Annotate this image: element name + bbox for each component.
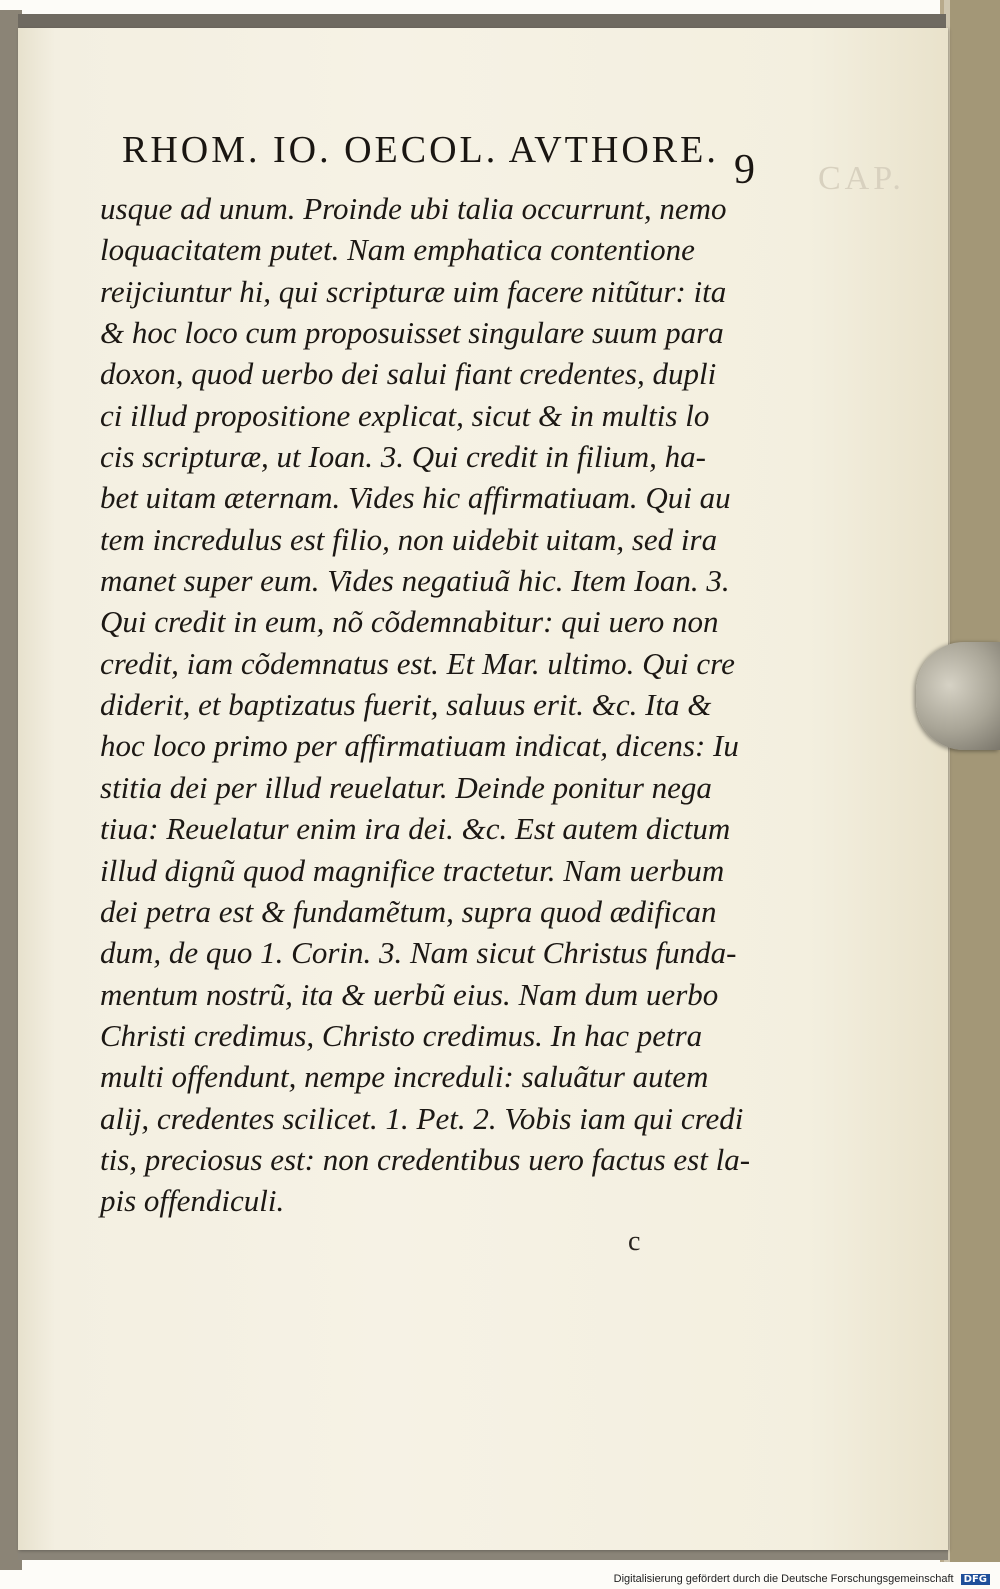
text-line: dum, de quo 1. Corin. 3. Nam sicut Christus funda- [100,935,737,971]
text-line: pis offendiculi. [100,1183,285,1219]
page-number: 9 [734,147,755,193]
text-line: usque ad unum. Proinde ubi talia occurrunt, nemo [100,191,727,226]
text-line: multi offendunt, nempe increduli: saluãtur autem [100,1059,709,1095]
text-line: tis, preciosus est: non credentibus uero factus est la- [100,1141,751,1177]
text-line: dei petra est & fundamẽtum, supra quod ædifican [100,893,717,929]
text-line: Christi credimus, Christo credimus. In hac petra [100,1017,703,1053]
text-line: alij, credentes scilicet. 1. Pet. 2. Vobis iam qui credi [100,1100,744,1136]
text-line: credit, iam cõdemnatus est. Et Mar. ultimo. Qui cre [100,645,735,681]
running-head: RHOM. IO. OECOL. AVTHORE. [122,129,719,171]
text-line: tiua: Reuelatur enim ira dei. &c. Est autem dictum [100,811,731,847]
digitization-credit [614,1573,990,1585]
body-text [100,188,751,1222]
text-line: manet super eum. Vides negatiuã hic. Item Ioan. 3. [100,563,730,599]
dfg-logo: DFG [961,1574,990,1585]
show-through-text: CAP. [818,160,905,197]
text-line: bet uitam æternam. Vides hic affirmatiuam. Qui au [100,480,731,516]
text-line: loquacitatem putet. Nam emphatica contentione [100,232,695,268]
text-line: cis scripturæ, ut Ioan. 3. Qui credit in filium, ha- [100,439,706,475]
text-line: reijciuntur hi, qui scripturæ uim facere nitũtur: ita [100,273,727,309]
text-line: diderit, et baptizatus fuerit, saluus erit. &c. Ita & [100,687,712,723]
text-line: doxon, quod uerbo dei salui fiant credentes, dupli [100,356,717,392]
text-line: stitia dei per illud reuelatur. Deinde ponitur nega [100,769,712,805]
text-line: tem incredulus est filio, non uidebit uitam, sed ira [100,521,718,557]
book-clasp [916,642,1000,750]
text-line: illud dignũ quod magnifice tractetur. Nam uerbum [100,852,725,888]
text-line: hoc loco primo per affirmatiuam indicat, dicens: Iu [100,728,739,764]
text-line: mentum nostrũ, ita & uerbũ eius. Nam dum uerbo [100,976,719,1012]
signature-mark: c [628,1226,641,1257]
text-line: Qui credit in eum, nõ cõdemnabitur: qui uero non [100,604,719,640]
text-line: & hoc loco cum proposuisset singulare suum para [100,315,724,351]
credit-text: Digitalisierung gefördert durch die Deutsche Forschungsgemeinschaft [613,1573,954,1585]
text-line: ci illud propositione explicat, sicut & in multis lo [100,397,710,433]
